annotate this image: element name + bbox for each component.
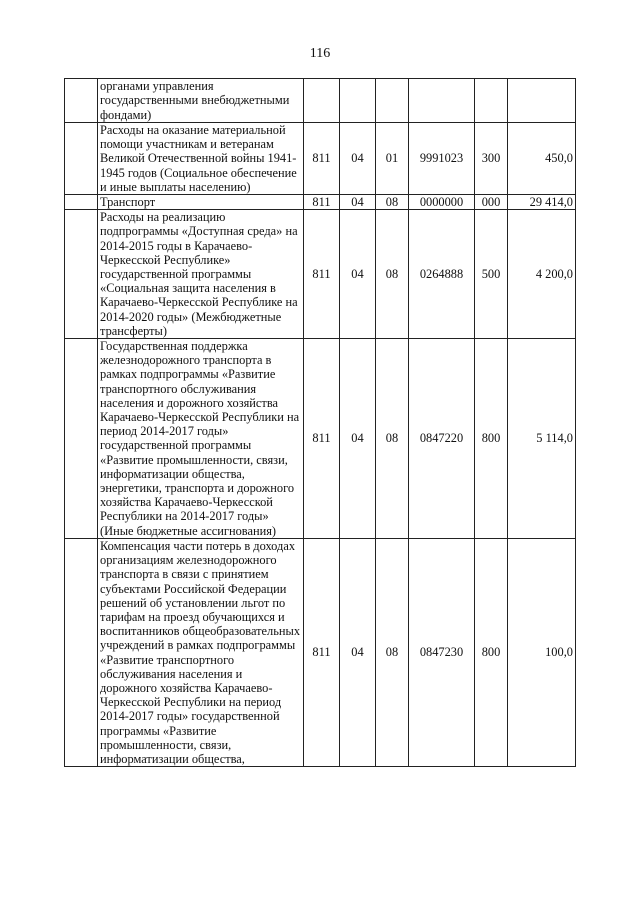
department-code-cell: 811 [304,538,340,766]
row-marker-cell [65,123,98,195]
expense-name-cell: Государственная поддержка железнодорожного транспорта в рамках подпрограммы «Развитие транспортного обслуживания населения и дорожного хозяйства Карачаево-Черкесской Республики на период 2014-2017 годы» государственной программы «Развитие промышленности, связи, информатизации общества, энергетики, транспорта и дорожного хозяйства Карачаево-Черкесской Республики на 2014-2017 годы» (Иные бюджетные ассигнования) [98,339,304,539]
target-article-cell: 0264888 [409,210,475,339]
expense-name-cell: Транспорт [98,195,304,210]
target-article-cell [409,79,475,123]
table-row [65,195,576,210]
amount-cell [508,79,576,123]
expense-type-cell [475,79,508,123]
section-code-cell: 04 [340,123,376,195]
department-code-cell: 811 [304,210,340,339]
target-article-cell: 0847230 [409,538,475,766]
section-code-cell: 04 [340,210,376,339]
target-article-cell: 0000000 [409,195,475,210]
table-row [65,210,576,339]
expense-type-cell: 000 [475,195,508,210]
department-code-cell: 811 [304,123,340,195]
page-number: 116 [309,46,331,61]
amount-cell: 100,0 [508,538,576,766]
expense-type-cell: 800 [475,339,508,539]
row-marker-cell [65,79,98,123]
budget-table [64,78,576,767]
section-code-cell: 04 [340,195,376,210]
department-code-cell: 811 [304,195,340,210]
expense-type-cell: 300 [475,123,508,195]
section-code-cell: 04 [340,538,376,766]
row-marker-cell [65,195,98,210]
expense-type-cell: 800 [475,538,508,766]
expense-type-cell: 500 [475,210,508,339]
subsection-code-cell: 08 [376,538,409,766]
target-article-cell: 9991023 [409,123,475,195]
subsection-code-cell: 08 [376,195,409,210]
expense-name-cell: Расходы на оказание материальной помощи участникам и ветеранам Великой Отечественной войны 1941-1945 годов (Социальное обеспечение и иные выплаты населению) [98,123,304,195]
amount-cell: 4 200,0 [508,210,576,339]
row-marker-cell [65,339,98,539]
section-code-cell [340,79,376,123]
expense-name-cell: Расходы на реализацию подпрограммы «Доступная среда» на 2014-2015 годы в Карачаево-Черкесской Республике» государственной программы «Социальная защита населения в Карачаево-Черкесской Республике на 2014-2020 годы» (Межбюджетные трансферты) [98,210,304,339]
department-code-cell [304,79,340,123]
row-marker-cell [65,538,98,766]
department-code-cell: 811 [304,339,340,539]
expense-name-cell: органами управления государственными внебюджетными фондами) [98,79,304,123]
amount-cell: 5 114,0 [508,339,576,539]
section-code-cell: 04 [340,339,376,539]
subsection-code-cell: 08 [376,210,409,339]
row-marker-cell [65,210,98,339]
expense-name-cell: Компенсация части потерь в доходах организациям железнодорожного транспорта в связи с принятием субъектами Российской Федерации решений об установлении льгот по тарифам на проезд обучающихся и воспитанников общеобразовательных учреждений в рамках подпрограммы «Развитие транспортного обслуживания населения и дорожного хозяйства Карачаево-Черкесской Республики на период 2014-2017 годы» государственной программы «Развитие промышленности, связи, информатизации общества, [98,538,304,766]
subsection-code-cell [376,79,409,123]
amount-cell: 29 414,0 [508,195,576,210]
table-row [65,123,576,195]
table-row [65,339,576,539]
amount-cell: 450,0 [508,123,576,195]
subsection-code-cell: 01 [376,123,409,195]
table-row [65,538,576,766]
subsection-code-cell: 08 [376,339,409,539]
target-article-cell: 0847220 [409,339,475,539]
table-row [65,79,576,123]
